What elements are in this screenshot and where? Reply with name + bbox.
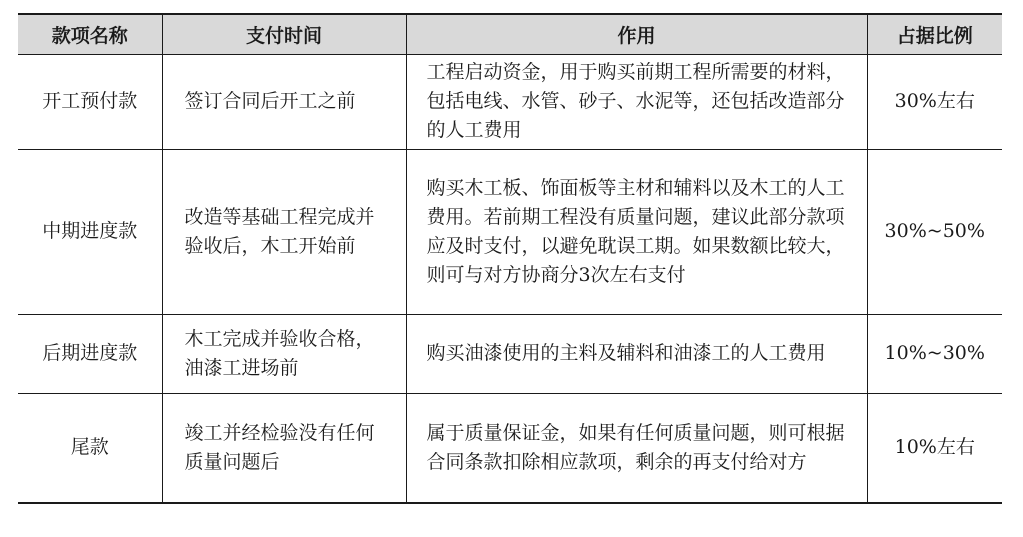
cell-ratio: 10%~30% bbox=[867, 315, 1002, 394]
cell-payment-time: 签订合同后开工之前 bbox=[162, 55, 406, 150]
cell-purpose: 购买油漆使用的主料及辅料和油漆工的人工费用 bbox=[406, 315, 867, 394]
cell-payment-time: 竣工并经检验没有任何质量问题后 bbox=[162, 394, 406, 504]
cell-purpose: 属于质量保证金，如果有任何质量问题，则可根据合同条款扣除相应款项，剩余的再支付给对方 bbox=[406, 394, 867, 504]
cell-purpose: 购买木工板、饰面板等主材和辅料以及木工的人工费用。若前期工程没有质量问题，建议此部分款项应及时支付，以避免耽误工期。如果数额比较大，则可与对方协商分3次左右支付 bbox=[406, 150, 867, 315]
cell-item-name: 开工预付款 bbox=[18, 55, 162, 150]
table-row bbox=[18, 150, 1002, 315]
cell-item-name: 后期进度款 bbox=[18, 315, 162, 394]
table-row bbox=[18, 315, 1002, 394]
cell-purpose: 工程启动资金，用于购买前期工程所需要的材料，包括电线、水管、砂子、水泥等，还包括改造部分的人工费用 bbox=[406, 55, 867, 150]
cell-payment-time: 木工完成并验收合格，油漆工进场前 bbox=[162, 315, 406, 394]
header-purpose: 作用 bbox=[406, 14, 867, 55]
header-item-name: 款项名称 bbox=[18, 14, 162, 55]
cell-item-name: 中期进度款 bbox=[18, 150, 162, 315]
cell-ratio: 30%~50% bbox=[867, 150, 1002, 315]
table-row bbox=[18, 394, 1002, 504]
header-ratio: 占据比例 bbox=[867, 14, 1002, 55]
header-row bbox=[18, 14, 1002, 55]
cell-ratio: 10%左右 bbox=[867, 394, 1002, 504]
payment-schedule-table bbox=[18, 13, 1002, 504]
header-payment-time: 支付时间 bbox=[162, 14, 406, 55]
cell-item-name: 尾款 bbox=[18, 394, 162, 504]
cell-ratio: 30%左右 bbox=[867, 55, 1002, 150]
table-row bbox=[18, 55, 1002, 150]
cell-payment-time: 改造等基础工程完成并验收后，木工开始前 bbox=[162, 150, 406, 315]
